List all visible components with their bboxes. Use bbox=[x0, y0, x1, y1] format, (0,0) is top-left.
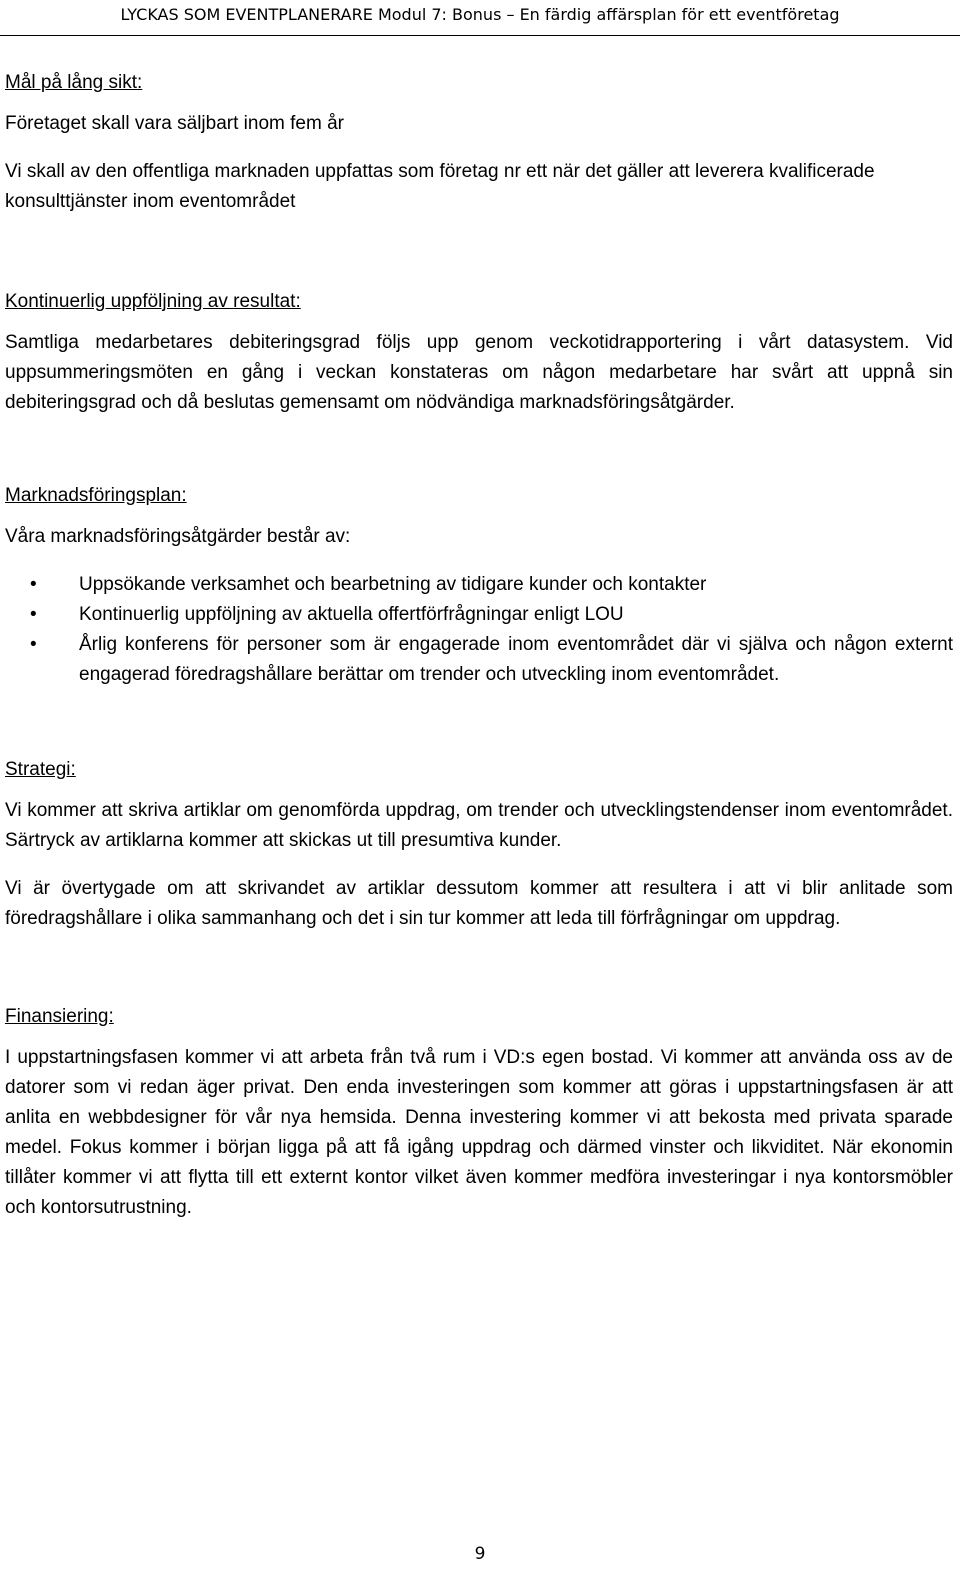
marketing-list bbox=[5, 570, 953, 690]
list-item: • Uppsökande verksamhet och bearbetning av tidigare kunder och kontakter bbox=[5, 570, 953, 600]
heading-marketing-plan: Marknadsföringsplan: bbox=[5, 485, 187, 506]
page-number: 9 bbox=[474, 1544, 486, 1564]
paragraph-financing: I uppstartningsfasen kommer vi att arbeta från två rum i VD:s egen bostad. Vi kommer att använda oss av de datorer som vi redan äger privat. Den enda investeringen som kommer att göras i uppstartningsfasen är att anlita en webbdesigner för vår nya hemsida. Denna investering kommer vi att bekosta med privata sparade medel. Fokus kommer i början ligga på att få igång uppdrag och därmed vinster och likviditet. När ekonomin tillåter kommer vi att flytta till ett externt kontor vilket även kommer medföra investeringar i nya kontorsmöbler och kontorsutrustning. bbox=[5, 1047, 953, 1218]
paragraph-strategy-speakers: Vi är övertygade om att skrivandet av artiklar dessutom kommer att resultera i att vi blir anlitade som föredragshållare i olika sammanhang och det i sin tur kommer att leda till förfrågningar om uppdrag. bbox=[5, 878, 953, 929]
header-divider bbox=[0, 35, 960, 36]
paragraph-strategy-articles: Vi kommer att skriva artiklar om genomförda uppdrag, om trender och utvecklingstendenser inom eventområdet. Särtryck av artiklarna kommer att skickas ut till presumtiva kunder. bbox=[5, 800, 953, 851]
heading-financing: Finansiering: bbox=[5, 1006, 114, 1027]
heading-long-term-goals: Mål på lång sikt: bbox=[5, 72, 143, 93]
paragraph-sellable: Företaget skall vara säljbart inom fem år bbox=[5, 113, 344, 134]
list-item: • Årlig konferens för personer som är engagerade inom eventområdet där vi själva och någon externt engagerad föredragshållare berättar om trender och utveckling inom eventområdet. bbox=[5, 630, 953, 690]
document-body bbox=[5, 68, 953, 1241]
list-item: • Kontinuerlig uppföljning av aktuella offertförfrågningar enligt LOU bbox=[5, 600, 953, 630]
heading-strategy: Strategi: bbox=[5, 759, 76, 780]
paragraph-marketing-intro: Våra marknadsföringsåtgärder består av: bbox=[5, 526, 351, 547]
paragraph-market-perception: Vi skall av den offentliga marknaden uppfattas som företag nr ett när det gäller att leverera kvalificerade konsulttjänster inom eventområdet bbox=[5, 161, 875, 212]
paragraph-follow-up: Samtliga medarbetares debiteringsgrad följs upp genom veckotidrapportering i vårt datasystem. Vid uppsummeringsmöten en gång i veckan konstateras om någon medarbetare har svårt att uppnå sin debiteringsgrad och då beslutas gemensamt om nödvändiga marknadsföringsåtgärder. bbox=[5, 332, 953, 413]
heading-follow-up: Kontinuerlig uppföljning av resultat: bbox=[5, 291, 301, 312]
page-header: LYCKAS SOM EVENTPLANERARE Modul 7: Bonus – En färdig affärsplan för ett eventföretag bbox=[120, 5, 840, 24]
